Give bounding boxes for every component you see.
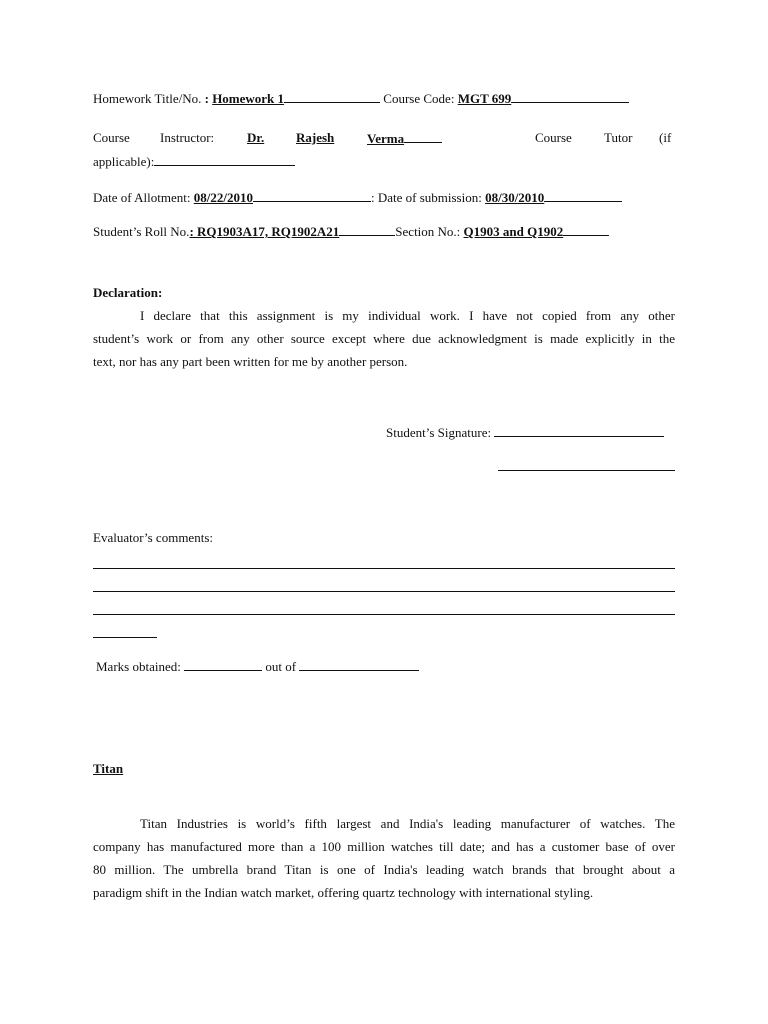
tutor-label: Tutor — [604, 130, 633, 145]
marks-row — [96, 658, 419, 675]
submission-value: 08/30/2010 — [485, 190, 545, 205]
course-label-1: Course — [93, 130, 130, 145]
roll-blank — [339, 223, 395, 236]
section-blank — [563, 223, 609, 236]
marks-label: Marks obtained: — [96, 659, 181, 674]
roll-value: : RQ1903A17, RQ1902A21 — [189, 224, 340, 239]
submission-label: : Date of submission: — [370, 190, 482, 205]
signature-row — [386, 424, 664, 441]
section-paragraph-line-2: company has manufactured more than a 100 million watches till date; and has a customer base of over — [93, 839, 675, 854]
section-label: Section No.: — [395, 224, 461, 239]
course-code-value: MGT 699 — [457, 91, 512, 106]
instructor-label: Instructor: — [160, 130, 215, 145]
tutor-applicable-row — [93, 153, 295, 170]
signature-second-line — [498, 458, 675, 471]
section-paragraph-line-1: Titan Industries is world’s fifth largest and India's leading manufacturer of watches. The — [140, 816, 675, 831]
course-label-2: Course — [535, 130, 572, 145]
homework-title-blank — [284, 90, 380, 103]
homework-title-separator: : — [204, 91, 209, 106]
allotment-label: Date of Allotment: — [93, 190, 191, 205]
declaration-line-3: text, nor has any part been written for me by another person. — [93, 354, 408, 369]
homework-title-row — [93, 90, 629, 107]
signature-line — [494, 424, 664, 437]
comments-line-2 — [93, 591, 675, 592]
declaration-line-2: student’s work or from any other source except where due acknowledgment is made explicitly in the — [93, 331, 675, 346]
instructor-name-last: Verma — [367, 130, 442, 147]
homework-title-label: Homework Title/No. — [93, 91, 202, 106]
instructor-name-first: Dr. — [247, 130, 265, 145]
course-code-blank — [511, 90, 629, 103]
section-value: Q1903 and Q1902 — [463, 224, 564, 239]
allotment-blank — [253, 189, 371, 202]
out-of-label: out of — [265, 659, 297, 674]
out-of-blank — [299, 658, 419, 671]
tutor-if-label: (if — [659, 130, 672, 145]
comments-line-3 — [93, 614, 675, 615]
roll-section-row — [93, 223, 609, 240]
evaluator-comments-label: Evaluator’s comments: — [93, 530, 213, 545]
section-heading: Titan — [93, 761, 124, 776]
tutor-blank — [154, 153, 295, 166]
marks-blank — [184, 658, 262, 671]
allotment-value: 08/22/2010 — [193, 190, 253, 205]
roll-label: Student’s Roll No. — [93, 224, 190, 239]
declaration-heading: Declaration: — [93, 285, 163, 300]
homework-title-value: Homework 1 — [212, 91, 285, 106]
declaration-line-1: I declare that this assignment is my individual work. I have not copied from any other — [140, 308, 675, 323]
signature-label: Student’s Signature: — [386, 425, 492, 440]
dates-row — [93, 189, 622, 206]
signature-second-line-wrap — [498, 458, 675, 475]
tutor-applicable-label: applicable): — [93, 154, 155, 169]
section-paragraph-line-3: 80 million. The umbrella brand Titan is one of India's leading watch brands that brought about a — [93, 862, 675, 877]
course-code-label: Course Code: — [383, 91, 455, 106]
section-paragraph-line-4: paradigm shift in the Indian watch market, offering quartz technology with international styling. — [93, 885, 594, 900]
submission-blank — [544, 189, 622, 202]
comments-line-1 — [93, 568, 675, 569]
instructor-name-middle: Rajesh — [296, 130, 335, 145]
comments-line-4 — [93, 637, 157, 638]
